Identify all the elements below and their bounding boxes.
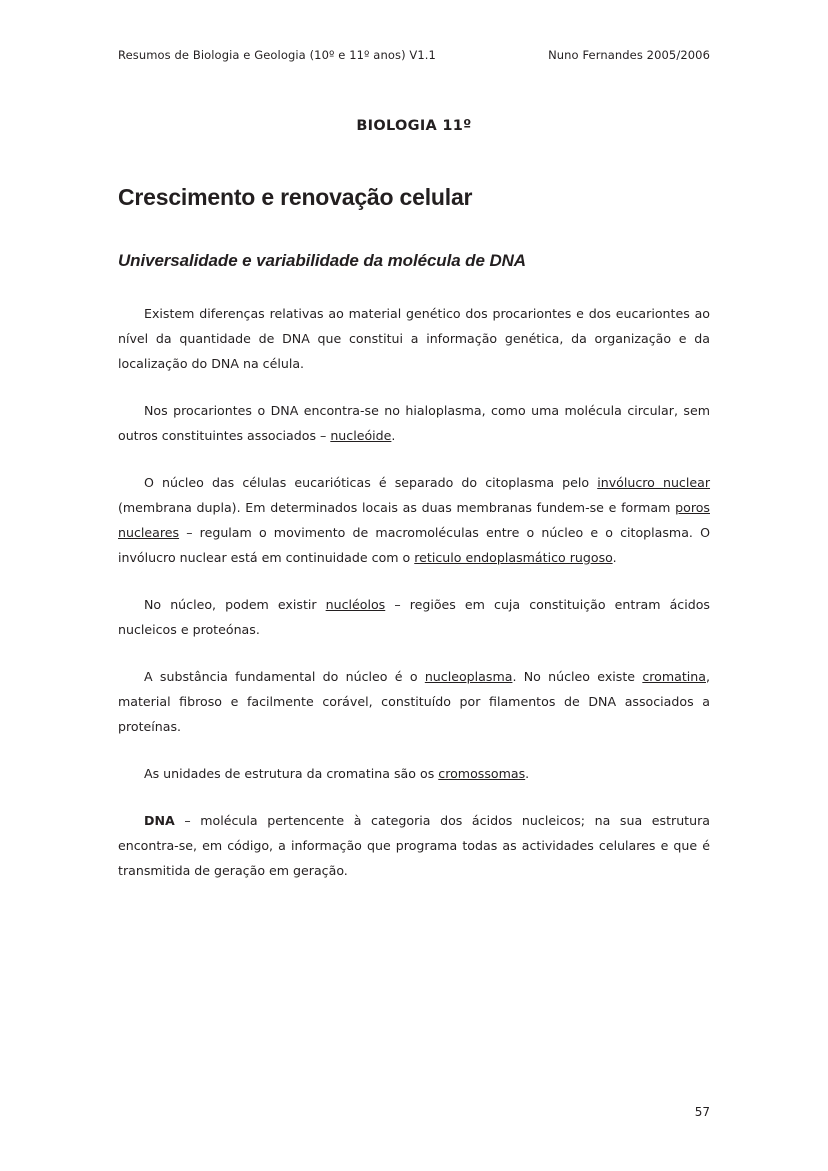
paragraph-6-text-a: As unidades de estrutura da cromatina são os (144, 766, 439, 781)
term-cromatina: cromatina (642, 669, 706, 684)
paragraph-6-text-b: . (525, 766, 530, 781)
term-nucleolos: nucléolos (325, 597, 386, 612)
paragraph-4-text-b: – regiões em cuja constituição entram ácidos nucleicos e proteónas. (118, 597, 710, 637)
paragraph-3-text-d: . (612, 550, 617, 565)
course-title: BIOLOGIA 11º (356, 118, 472, 134)
term-cromossomas: cromossomas (438, 766, 526, 781)
header-right-text: Nuno Fernandes 2005/2006 (548, 48, 710, 62)
paragraph-2-text-b: . (391, 428, 396, 443)
term-reticulo-endoplasmatico-rugoso: reticulo endoplasmático rugoso (414, 550, 613, 565)
paragraph-3 (118, 470, 710, 570)
paragraph-3-text-c: – regulam o movimento de macromoléculas entre o núcleo e o citoplasma. O invólucro nuclear está em continuidade com o (118, 525, 710, 565)
header-left-text: Resumos de Biologia e Geologia (10º e 11º anos) V1.1 (118, 48, 436, 62)
term-nucleoplasma: nucleoplasma (424, 669, 513, 684)
paragraph-5-text-b: . No núcleo existe (512, 669, 643, 684)
chapter-title: Crescimento e renovação celular (118, 184, 473, 210)
paragraph-5 (118, 664, 710, 739)
paragraph-5-text-a: A substância fundamental do núcleo é o (144, 669, 425, 684)
term-nucleoide: nucleóide (330, 428, 392, 443)
paragraph-5-text-c: , material fibroso e facilmente corável, constituído por filamentos de DNA associados a proteínas. (118, 669, 710, 734)
section-title: Universalidade e variabilidade da molécula de DNA (118, 251, 526, 270)
paragraph-4-text-a: No núcleo, podem existir (144, 597, 326, 612)
paragraph-1: Existem diferenças relativas ao material genético dos procariontes e dos eucariontes ao nível da quantidade de DNA que constitui a informação genética, da organização e da localização do DNA na célula. (118, 306, 710, 371)
document-header (118, 48, 710, 62)
paragraph-6 (118, 761, 710, 786)
term-dna: DNA (144, 813, 175, 828)
paragraph-3-text-a: O núcleo das células eucarióticas é separado do citoplasma pelo (144, 475, 598, 490)
term-involucro-nuclear: invólucro nuclear (597, 475, 711, 490)
paragraph-2 (118, 398, 710, 448)
paragraph-4 (118, 592, 710, 642)
paragraph-7-text-a: – molécula pertencente à categoria dos ácidos nucleicos; na sua estrutura encontra-se, em código, a informação que programa todas as actividades celulares e que é transmitida de geração em geração. (118, 813, 710, 878)
page-number: 57 (694, 1105, 710, 1119)
term-poros-nucleares: poros nucleares (118, 500, 710, 540)
paragraph-2-text-a: Nos procariontes o DNA encontra-se no hialoplasma, como uma molécula circular, sem outros constituintes associados – (118, 403, 710, 443)
paragraph-3-text-b: (membrana dupla). Em determinados locais as duas membranas fundem-se e formam (118, 500, 676, 515)
paragraph-7 (118, 808, 710, 883)
